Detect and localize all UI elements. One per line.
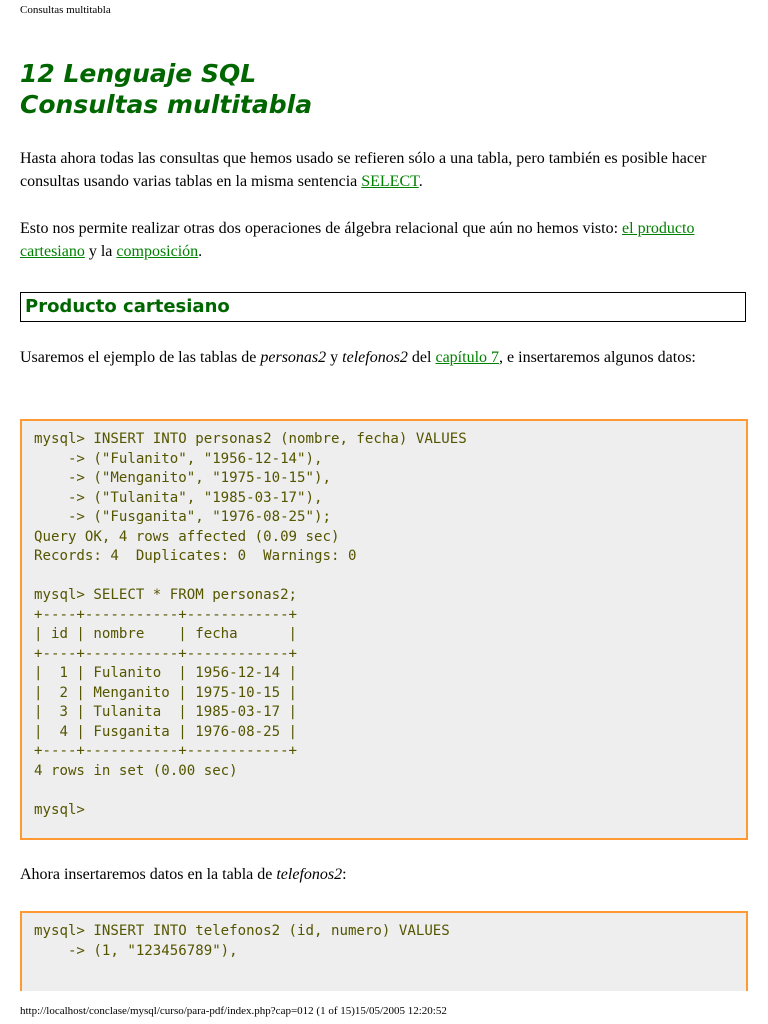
section-heading-box — [20, 292, 746, 322]
operations-text-end: . — [198, 243, 203, 260]
page-title-line1: 12 Lenguaje SQL — [20, 59, 257, 88]
operations-text: Esto nos permite realizar otras dos operaciones de álgebra relacional que aún no hemos visto: — [20, 220, 623, 237]
intro-text: Hasta ahora todas las consultas que hemos usado se refieren sólo a una tabla, pero también es posible hacer consultas usando varias tablas en la misma sentencia — [20, 150, 707, 190]
operations-text-mid: y la — [84, 243, 117, 260]
example-text: Usaremos el ejemplo de las tablas de — [20, 349, 261, 366]
page-title-line2: Consultas multitabla — [20, 90, 313, 119]
composicion-link[interactable]: composición — [116, 243, 199, 260]
select-link[interactable]: SELECT — [361, 173, 419, 190]
table-name-telefonos2-2: telefonos2 — [276, 866, 343, 883]
intro-text-end: . — [418, 173, 423, 190]
page-header-title: Consultas multitabla — [20, 4, 111, 16]
telefonos-text: Ahora insertaremos datos en la tabla de — [20, 866, 277, 883]
telefonos-text-end: : — [342, 866, 347, 883]
example-text-and: y — [326, 349, 343, 366]
code-block-telefonos2: mysql> INSERT INTO telefonos2 (id, numero) VALUES -> (1, "123456789"), — [20, 911, 748, 991]
telefonos-paragraph — [20, 863, 748, 886]
table-name-personas2: personas2 — [260, 349, 327, 366]
intro-paragraph — [20, 147, 748, 193]
code-block-personas2: mysql> INSERT INTO personas2 (nombre, fecha) VALUES -> ("Fulanito", "1956-12-14"), -> ("Menganito", "1975-10-15"), -> ("Tulanita", "1985-03-17"), -> ("Fusganita", "1976-08-25"); Query OK, 4 rows affected (0.09 sec) Records: 4 Duplicates: 0 Warnings: 0 mysql> SELECT * FROM personas2; +----+-----------+------------+ | id | nombre | fecha | +----+-----------+------------+ | 1 | Fulanito | 1956-12-14 | | 2 | Menganito | 1975-10-15 | | 3 | Tulanita | 1985-03-17 | | 4 | Fusganita | 1976-08-25 | +----+-----------+------------+ 4 rows in set (0.00 sec) mysql> — [20, 419, 748, 840]
example-text-end: , e insertaremos algunos datos: — [499, 349, 696, 366]
page-title — [20, 58, 312, 120]
producto-cartesiano-link[interactable]: el producto cartesiano — [20, 220, 695, 260]
example-text-del: del — [407, 349, 436, 366]
table-name-telefonos2: telefonos2 — [342, 349, 408, 366]
example-paragraph — [20, 346, 748, 369]
page-footer-url: http://localhost/conclase/mysql/curso/para-pdf/index.php?cap=012 (1 of 15)15/05/2005 12:20:52 — [20, 1005, 447, 1017]
capitulo-7-link[interactable]: capítulo 7 — [435, 349, 500, 366]
operations-paragraph — [20, 217, 748, 263]
section-heading: Producto cartesiano — [25, 296, 230, 317]
